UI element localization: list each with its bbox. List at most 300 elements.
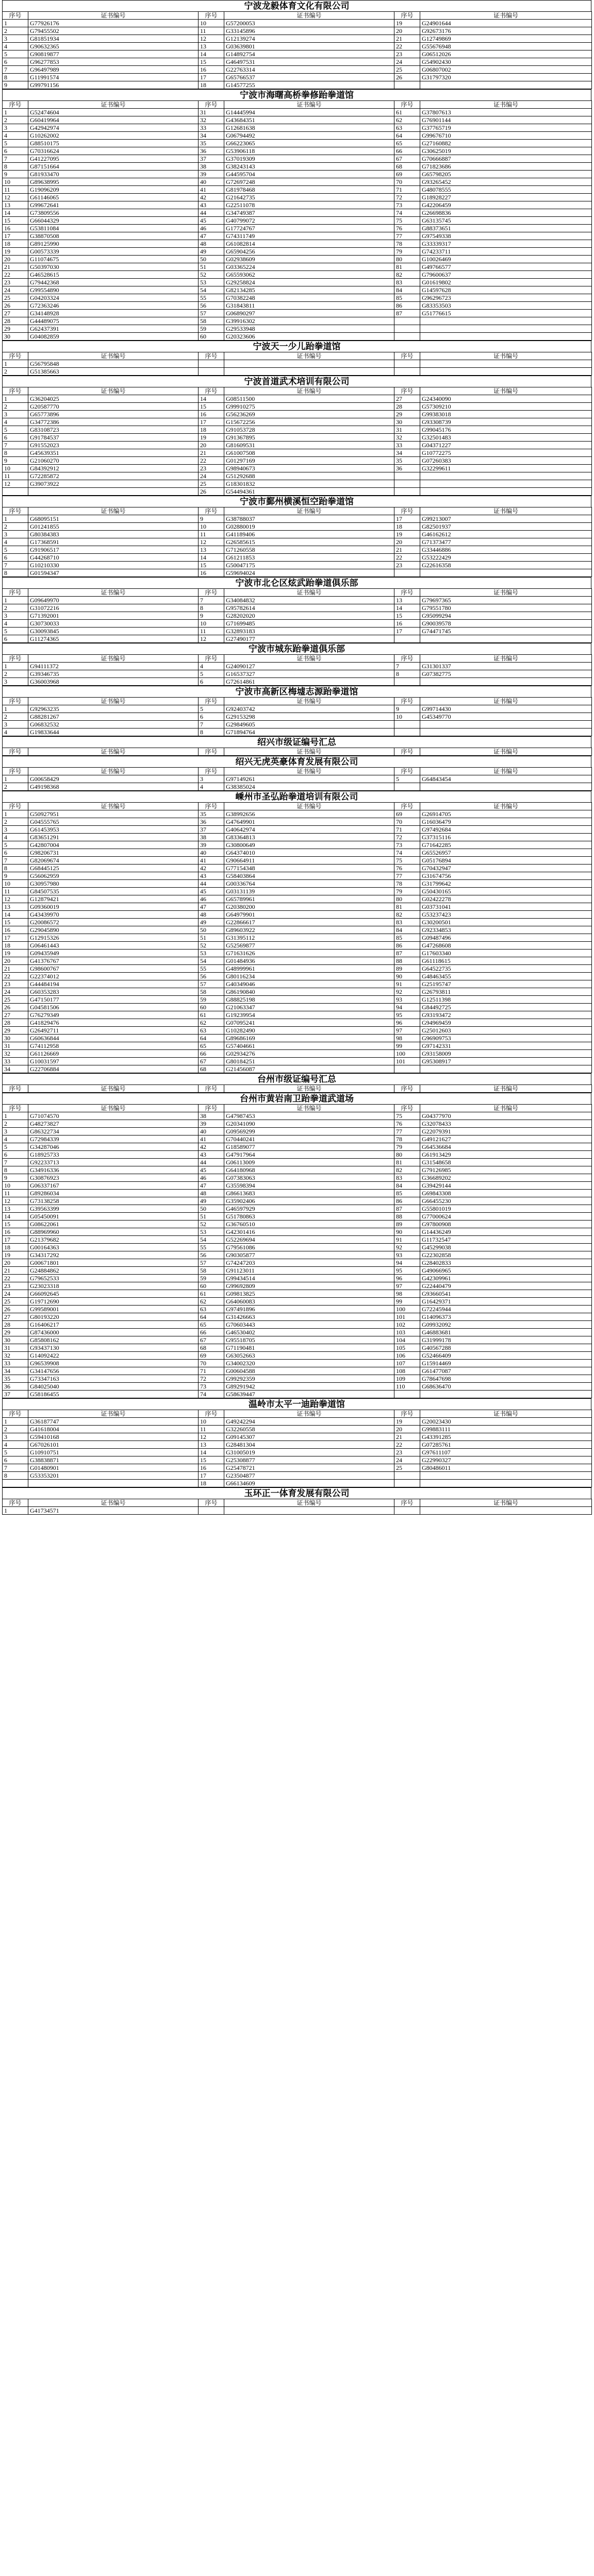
certificate-number: G71373477 bbox=[420, 538, 592, 546]
row-number: 11 bbox=[199, 1426, 224, 1433]
table-row bbox=[3, 1507, 592, 1515]
certificate-number bbox=[420, 368, 592, 376]
header-cert: 证书编号 bbox=[28, 387, 199, 395]
certificate-table bbox=[2, 802, 592, 1073]
section-title: 宁波市城东跆拳道俱乐部 bbox=[2, 643, 591, 654]
header-cert: 证书编号 bbox=[28, 352, 199, 360]
row-number bbox=[394, 360, 420, 368]
row-number: 29 bbox=[394, 411, 420, 418]
certificate-number bbox=[420, 721, 592, 728]
row-number: 5 bbox=[3, 50, 28, 58]
header-no: 序号 bbox=[394, 387, 420, 395]
row-number: 20 bbox=[3, 256, 28, 263]
table-row bbox=[3, 546, 592, 554]
certificate-number: G06113009 bbox=[224, 1159, 394, 1166]
table-row bbox=[3, 1267, 592, 1275]
row-number: 39 bbox=[199, 1120, 224, 1128]
certificate-number: G66223065 bbox=[224, 140, 394, 147]
row-number: 87 bbox=[394, 310, 420, 317]
row-number: 92 bbox=[394, 1244, 420, 1251]
row-number: 17 bbox=[394, 515, 420, 523]
row-number: 5 bbox=[3, 546, 28, 554]
table-row bbox=[3, 1166, 592, 1174]
certificate-number: G93265452 bbox=[420, 178, 592, 186]
row-number bbox=[394, 1065, 420, 1073]
row-number: 9 bbox=[3, 1174, 28, 1182]
certificate-number: G03365224 bbox=[224, 263, 394, 271]
certificate-number: G22866617 bbox=[224, 919, 394, 926]
header-cert: 证书编号 bbox=[420, 1105, 592, 1112]
row-number: 89 bbox=[394, 1221, 420, 1228]
certificate-number: G01241855 bbox=[28, 523, 199, 531]
table-row bbox=[3, 1244, 592, 1251]
row-number: 56 bbox=[199, 302, 224, 310]
row-number: 3 bbox=[199, 775, 224, 783]
certificate-number: G93158009 bbox=[420, 1050, 592, 1058]
row-number: 11 bbox=[3, 1190, 28, 1197]
certificate-table bbox=[2, 1410, 592, 1487]
certificate-number: G22302858 bbox=[420, 1251, 592, 1259]
certificate-number: G99383018 bbox=[420, 411, 592, 418]
row-number: 17 bbox=[3, 934, 28, 942]
row-number: 75 bbox=[394, 857, 420, 865]
certificate-table bbox=[2, 100, 592, 341]
row-number: 20 bbox=[394, 1426, 420, 1433]
row-number bbox=[394, 721, 420, 728]
certificate-number: G71392001 bbox=[28, 612, 199, 620]
company-section bbox=[2, 0, 591, 89]
row-number: 80 bbox=[394, 256, 420, 263]
table-row bbox=[3, 1336, 592, 1344]
certificate-number: G99714430 bbox=[420, 705, 592, 713]
certificate-number: G11274365 bbox=[28, 635, 199, 643]
certificate-number: G99791156 bbox=[28, 81, 199, 89]
row-number: 94 bbox=[394, 1259, 420, 1267]
certificate-number: G09813825 bbox=[224, 1290, 394, 1298]
row-number: 14 bbox=[3, 209, 28, 217]
certificate-number: G50927951 bbox=[28, 810, 199, 818]
certificate-number: G83651291 bbox=[28, 834, 199, 841]
row-number: 6 bbox=[3, 849, 28, 857]
table-row bbox=[3, 857, 592, 865]
certificate-number: G65789961 bbox=[224, 895, 394, 903]
row-number: 46 bbox=[199, 895, 224, 903]
certificate-number: G31674756 bbox=[420, 872, 592, 880]
table-row bbox=[3, 163, 592, 171]
certificate-number: G52269694 bbox=[224, 1236, 394, 1244]
header-row bbox=[3, 1410, 592, 1418]
row-number: 7 bbox=[3, 442, 28, 449]
row-number: 31 bbox=[394, 426, 420, 434]
row-number: 18 bbox=[3, 942, 28, 950]
row-number: 14 bbox=[199, 50, 224, 58]
row-number: 106 bbox=[394, 1352, 420, 1360]
row-number bbox=[3, 488, 28, 496]
row-number: 77 bbox=[394, 232, 420, 240]
certificate-number: G84507535 bbox=[28, 888, 199, 895]
certificate-number: G93660541 bbox=[420, 1290, 592, 1298]
certificate-number: G63052663 bbox=[224, 1352, 394, 1360]
row-number: 9 bbox=[3, 872, 28, 880]
table-row bbox=[3, 562, 592, 569]
certificate-number: G01594347 bbox=[28, 569, 199, 577]
row-number: 88 bbox=[394, 1213, 420, 1221]
row-number: 11 bbox=[3, 888, 28, 895]
row-number: 73 bbox=[394, 841, 420, 849]
certificate-number: G06832532 bbox=[28, 721, 199, 728]
row-number: 2 bbox=[3, 1120, 28, 1128]
header-cert: 证书编号 bbox=[224, 589, 394, 597]
certificate-number: G97142331 bbox=[420, 1042, 592, 1050]
row-number: 79 bbox=[394, 248, 420, 256]
certificate-number: G01484936 bbox=[224, 957, 394, 965]
certificate-number: G18925733 bbox=[28, 1151, 199, 1159]
table-row bbox=[3, 1352, 592, 1360]
certificate-number: G33339317 bbox=[420, 240, 592, 248]
row-number: 4 bbox=[3, 834, 28, 841]
row-number: 12 bbox=[3, 895, 28, 903]
certificate-number: G16537327 bbox=[224, 670, 394, 678]
certificate-number: G02934276 bbox=[224, 1050, 394, 1058]
certificate-number: G66134609 bbox=[224, 1480, 394, 1487]
certificate-number: G32299611 bbox=[420, 465, 592, 472]
table-row bbox=[3, 1391, 592, 1398]
certificate-number: G58403864 bbox=[224, 872, 394, 880]
certificate-number: G22763314 bbox=[224, 66, 394, 74]
table-row bbox=[3, 1236, 592, 1244]
table-row bbox=[3, 1159, 592, 1166]
row-number: 4 bbox=[3, 132, 28, 140]
header-no: 序号 bbox=[199, 803, 224, 810]
row-number: 100 bbox=[394, 1306, 420, 1313]
certificate-number: G77000624 bbox=[420, 1213, 592, 1221]
certificate-number: G21060270 bbox=[28, 457, 199, 465]
certificate-number: G09487496 bbox=[420, 934, 592, 942]
row-number: 12 bbox=[199, 35, 224, 43]
certificate-number: G26698836 bbox=[420, 209, 592, 217]
certificate-number: G90819877 bbox=[28, 50, 199, 58]
certificate-number: G61126669 bbox=[28, 1050, 199, 1058]
certificate-number: G00658429 bbox=[28, 775, 199, 783]
certificate-number: G14892754 bbox=[224, 50, 394, 58]
certificate-number: G99045176 bbox=[420, 426, 592, 434]
row-number bbox=[394, 325, 420, 333]
certificate-number: G38870508 bbox=[28, 232, 199, 240]
row-number: 52 bbox=[199, 271, 224, 279]
header-no: 序号 bbox=[199, 768, 224, 775]
certificate-number: G65798205 bbox=[420, 171, 592, 178]
certificate-number: G49121627 bbox=[420, 1136, 592, 1143]
row-number: 62 bbox=[199, 1298, 224, 1306]
header-row bbox=[3, 655, 592, 663]
certificate-number: G35598394 bbox=[224, 1182, 394, 1190]
certificate-number: G76279349 bbox=[28, 1011, 199, 1019]
row-number: 25 bbox=[394, 66, 420, 74]
certificate-number: G95518705 bbox=[224, 1336, 394, 1344]
certificate-number: G30876923 bbox=[28, 1174, 199, 1182]
row-number: 21 bbox=[3, 965, 28, 973]
row-number: 48 bbox=[199, 911, 224, 919]
table-row bbox=[3, 1182, 592, 1190]
header-no: 序号 bbox=[199, 1085, 224, 1093]
certificate-number: G38788037 bbox=[224, 515, 394, 523]
header-cert: 证书编号 bbox=[224, 803, 394, 810]
row-number: 1 bbox=[3, 360, 28, 368]
certificate-number: G34916336 bbox=[28, 1166, 199, 1174]
row-number: 101 bbox=[394, 1313, 420, 1321]
certificate-number: G25195747 bbox=[420, 980, 592, 988]
certificate-number: G03131139 bbox=[224, 888, 394, 895]
row-number: 54 bbox=[199, 957, 224, 965]
certificate-number: G59410168 bbox=[28, 1433, 199, 1441]
certificate-number: G96539908 bbox=[28, 1360, 199, 1367]
certificate-number: G22990327 bbox=[420, 1456, 592, 1464]
row-number: 70 bbox=[394, 178, 420, 186]
row-number: 24 bbox=[3, 286, 28, 294]
row-number: 3 bbox=[3, 411, 28, 418]
certificate-number: G22706884 bbox=[28, 1065, 199, 1073]
row-number: 7 bbox=[3, 155, 28, 163]
row-number bbox=[394, 480, 420, 488]
row-number: 22 bbox=[3, 271, 28, 279]
certificate-number: G64979901 bbox=[224, 911, 394, 919]
row-number: 72 bbox=[394, 834, 420, 841]
table-row bbox=[3, 523, 592, 531]
table-row bbox=[3, 178, 592, 186]
header-no: 序号 bbox=[394, 1105, 420, 1112]
certificate-number: G14577255 bbox=[224, 81, 394, 89]
table-row bbox=[3, 1205, 592, 1213]
certificate-number: G12139274 bbox=[224, 35, 394, 43]
row-number: 70 bbox=[394, 818, 420, 826]
certificate-number: G78647698 bbox=[420, 1375, 592, 1383]
certificate-number: G04377970 bbox=[420, 1112, 592, 1120]
table-row bbox=[3, 217, 592, 225]
header-cert: 证书编号 bbox=[28, 1105, 199, 1112]
row-number: 25 bbox=[3, 1298, 28, 1306]
certificate-number: G61082814 bbox=[224, 240, 394, 248]
certificate-number: G07383063 bbox=[224, 1174, 394, 1182]
row-number: 19 bbox=[3, 248, 28, 256]
certificate-number: G71631626 bbox=[224, 950, 394, 957]
row-number: 2 bbox=[3, 523, 28, 531]
row-number: 10 bbox=[3, 880, 28, 888]
row-number: 18 bbox=[199, 81, 224, 89]
header-cert: 证书编号 bbox=[28, 768, 199, 775]
certificate-number: G14096373 bbox=[420, 1313, 592, 1321]
row-number: 15 bbox=[199, 1456, 224, 1464]
row-number: 9 bbox=[394, 705, 420, 713]
certificate-number: G20023430 bbox=[420, 1418, 592, 1426]
certificate-number: G26585615 bbox=[224, 538, 394, 546]
row-number: 29 bbox=[3, 1329, 28, 1336]
row-number: 38 bbox=[199, 834, 224, 841]
row-number: 49 bbox=[199, 1197, 224, 1205]
table-row bbox=[3, 1035, 592, 1042]
row-number: 60 bbox=[199, 333, 224, 341]
row-number: 67 bbox=[199, 1058, 224, 1065]
certificate-number: G04371227 bbox=[420, 442, 592, 449]
table-row bbox=[3, 1282, 592, 1290]
row-number: 2 bbox=[3, 1426, 28, 1433]
certificate-number: G15672256 bbox=[224, 418, 394, 426]
certificate-number: G27490177 bbox=[224, 635, 394, 643]
header-no: 序号 bbox=[3, 12, 28, 20]
certificate-number: G09145307 bbox=[224, 1433, 394, 1441]
certificate-number: G32078433 bbox=[420, 1120, 592, 1128]
row-number: 15 bbox=[199, 403, 224, 411]
row-number: 22 bbox=[394, 43, 420, 50]
row-number: 31 bbox=[3, 1042, 28, 1050]
header-no: 序号 bbox=[199, 748, 224, 756]
certificate-number: G14445994 bbox=[224, 109, 394, 116]
row-number bbox=[394, 569, 420, 577]
header-no: 序号 bbox=[199, 1499, 224, 1507]
certificate-number: G11732547 bbox=[420, 1236, 592, 1244]
certificate-number: G61211853 bbox=[224, 554, 394, 562]
certificate-number: G45299038 bbox=[420, 1244, 592, 1251]
header-row bbox=[3, 698, 592, 705]
row-number: 50 bbox=[199, 1205, 224, 1213]
certificate-number: G98206731 bbox=[28, 849, 199, 857]
row-number: 36 bbox=[199, 147, 224, 155]
certificate-number: G04555765 bbox=[28, 818, 199, 826]
certificate-number: G99676710 bbox=[420, 132, 592, 140]
row-number: 25 bbox=[3, 294, 28, 302]
row-number: 95 bbox=[394, 1267, 420, 1275]
certificate-number: G84392912 bbox=[28, 465, 199, 472]
row-number bbox=[394, 81, 420, 89]
certificate-number: G74112958 bbox=[28, 1042, 199, 1050]
row-number: 16 bbox=[3, 926, 28, 934]
certificate-table bbox=[2, 507, 592, 577]
row-number: 68 bbox=[394, 163, 420, 171]
certificate-number: G20587770 bbox=[28, 403, 199, 411]
table-row bbox=[3, 1197, 592, 1205]
certificate-number: G37315116 bbox=[420, 834, 592, 841]
row-number: 10 bbox=[199, 620, 224, 628]
certificate-number: G61146065 bbox=[28, 194, 199, 201]
row-number: 6 bbox=[199, 678, 224, 686]
certificate-number: G50047175 bbox=[224, 562, 394, 569]
table-row bbox=[3, 1228, 592, 1236]
certificate-number: G59694024 bbox=[224, 569, 394, 577]
table-row bbox=[3, 670, 592, 678]
certificate-number: G21379682 bbox=[28, 1236, 199, 1244]
table-row bbox=[3, 1190, 592, 1197]
row-number: 108 bbox=[394, 1367, 420, 1375]
certificate-number: G39563399 bbox=[28, 1205, 199, 1213]
certificate-number: G47917964 bbox=[224, 1151, 394, 1159]
certificate-number: G97492684 bbox=[420, 826, 592, 834]
row-number: 74 bbox=[394, 849, 420, 857]
certificate-number: G88969960 bbox=[28, 1228, 199, 1236]
certificate-number: G93308739 bbox=[420, 418, 592, 426]
table-row bbox=[3, 1464, 592, 1472]
row-number: 5 bbox=[3, 140, 28, 147]
row-number: 100 bbox=[394, 1050, 420, 1058]
header-no: 序号 bbox=[3, 655, 28, 663]
section-title: 嵊州市圣弘跆拳道培训有限公司 bbox=[2, 791, 591, 802]
row-number: 82 bbox=[394, 1166, 420, 1174]
row-number: 19 bbox=[394, 20, 420, 27]
header-cert: 证书编号 bbox=[28, 655, 199, 663]
certificate-number: G07095241 bbox=[224, 1019, 394, 1027]
table-row bbox=[3, 1259, 592, 1267]
row-number: 7 bbox=[3, 1464, 28, 1472]
certificate-number: G96497989 bbox=[28, 66, 199, 74]
table-row bbox=[3, 20, 592, 27]
row-number: 4 bbox=[3, 418, 28, 426]
certificate-number: G00336764 bbox=[224, 880, 394, 888]
certificate-number: G79561086 bbox=[224, 1244, 394, 1251]
row-number: 42 bbox=[199, 1143, 224, 1151]
row-number: 53 bbox=[199, 279, 224, 286]
certificate-number: G45639351 bbox=[28, 449, 199, 457]
row-number: 2 bbox=[3, 670, 28, 678]
table-row bbox=[3, 403, 592, 411]
header-no: 序号 bbox=[394, 1410, 420, 1418]
table-row bbox=[3, 418, 592, 426]
table-row bbox=[3, 705, 592, 713]
certificate-number: G37807613 bbox=[420, 109, 592, 116]
certificate-number: G58186455 bbox=[28, 1391, 199, 1398]
row-number: 2 bbox=[3, 116, 28, 124]
row-number: 10 bbox=[3, 465, 28, 472]
table-row bbox=[3, 1313, 592, 1321]
table-row bbox=[3, 66, 592, 74]
table-row bbox=[3, 317, 592, 325]
certificate-number: G10772275 bbox=[420, 449, 592, 457]
row-number: 4 bbox=[3, 1136, 28, 1143]
row-number: 58 bbox=[199, 988, 224, 996]
row-number: 5 bbox=[3, 628, 28, 635]
table-row bbox=[3, 426, 592, 434]
row-number: 79 bbox=[394, 1143, 420, 1151]
certificate-number: G26914705 bbox=[420, 810, 592, 818]
certificate-number: G01297169 bbox=[224, 457, 394, 465]
row-number: 51 bbox=[199, 934, 224, 942]
table-row bbox=[3, 1213, 592, 1221]
certificate-number: G31005019 bbox=[224, 1449, 394, 1456]
certificate-number: G09932092 bbox=[420, 1321, 592, 1329]
certificate-number: G18928227 bbox=[420, 194, 592, 201]
certificate-number bbox=[420, 678, 592, 686]
certificate-number: G12681638 bbox=[224, 124, 394, 132]
certificate-number: G34772386 bbox=[28, 418, 199, 426]
section-title: 宁波市鄞州横溪恒空跆拳道馆 bbox=[2, 496, 591, 507]
table-row bbox=[3, 1344, 592, 1352]
row-number: 17 bbox=[3, 232, 28, 240]
certificate-number: G32501483 bbox=[420, 434, 592, 442]
row-number: 18 bbox=[3, 1244, 28, 1251]
certificate-number: G53353201 bbox=[28, 1472, 199, 1480]
row-number: 45 bbox=[199, 217, 224, 225]
certificate-number: G92673176 bbox=[420, 27, 592, 35]
table-row bbox=[3, 333, 592, 341]
table-row bbox=[3, 849, 592, 857]
table-row bbox=[3, 263, 592, 271]
row-number: 35 bbox=[199, 810, 224, 818]
certificate-number: G46162612 bbox=[420, 531, 592, 538]
header-cert: 证书编号 bbox=[420, 698, 592, 705]
section-title: 绍兴无虎英豪体育发展有限公司 bbox=[2, 756, 591, 767]
table-row bbox=[3, 325, 592, 333]
row-number: 8 bbox=[3, 1166, 28, 1174]
row-number: 34 bbox=[3, 1367, 28, 1375]
certificate-number: G47150177 bbox=[28, 996, 199, 1004]
header-row bbox=[3, 507, 592, 515]
